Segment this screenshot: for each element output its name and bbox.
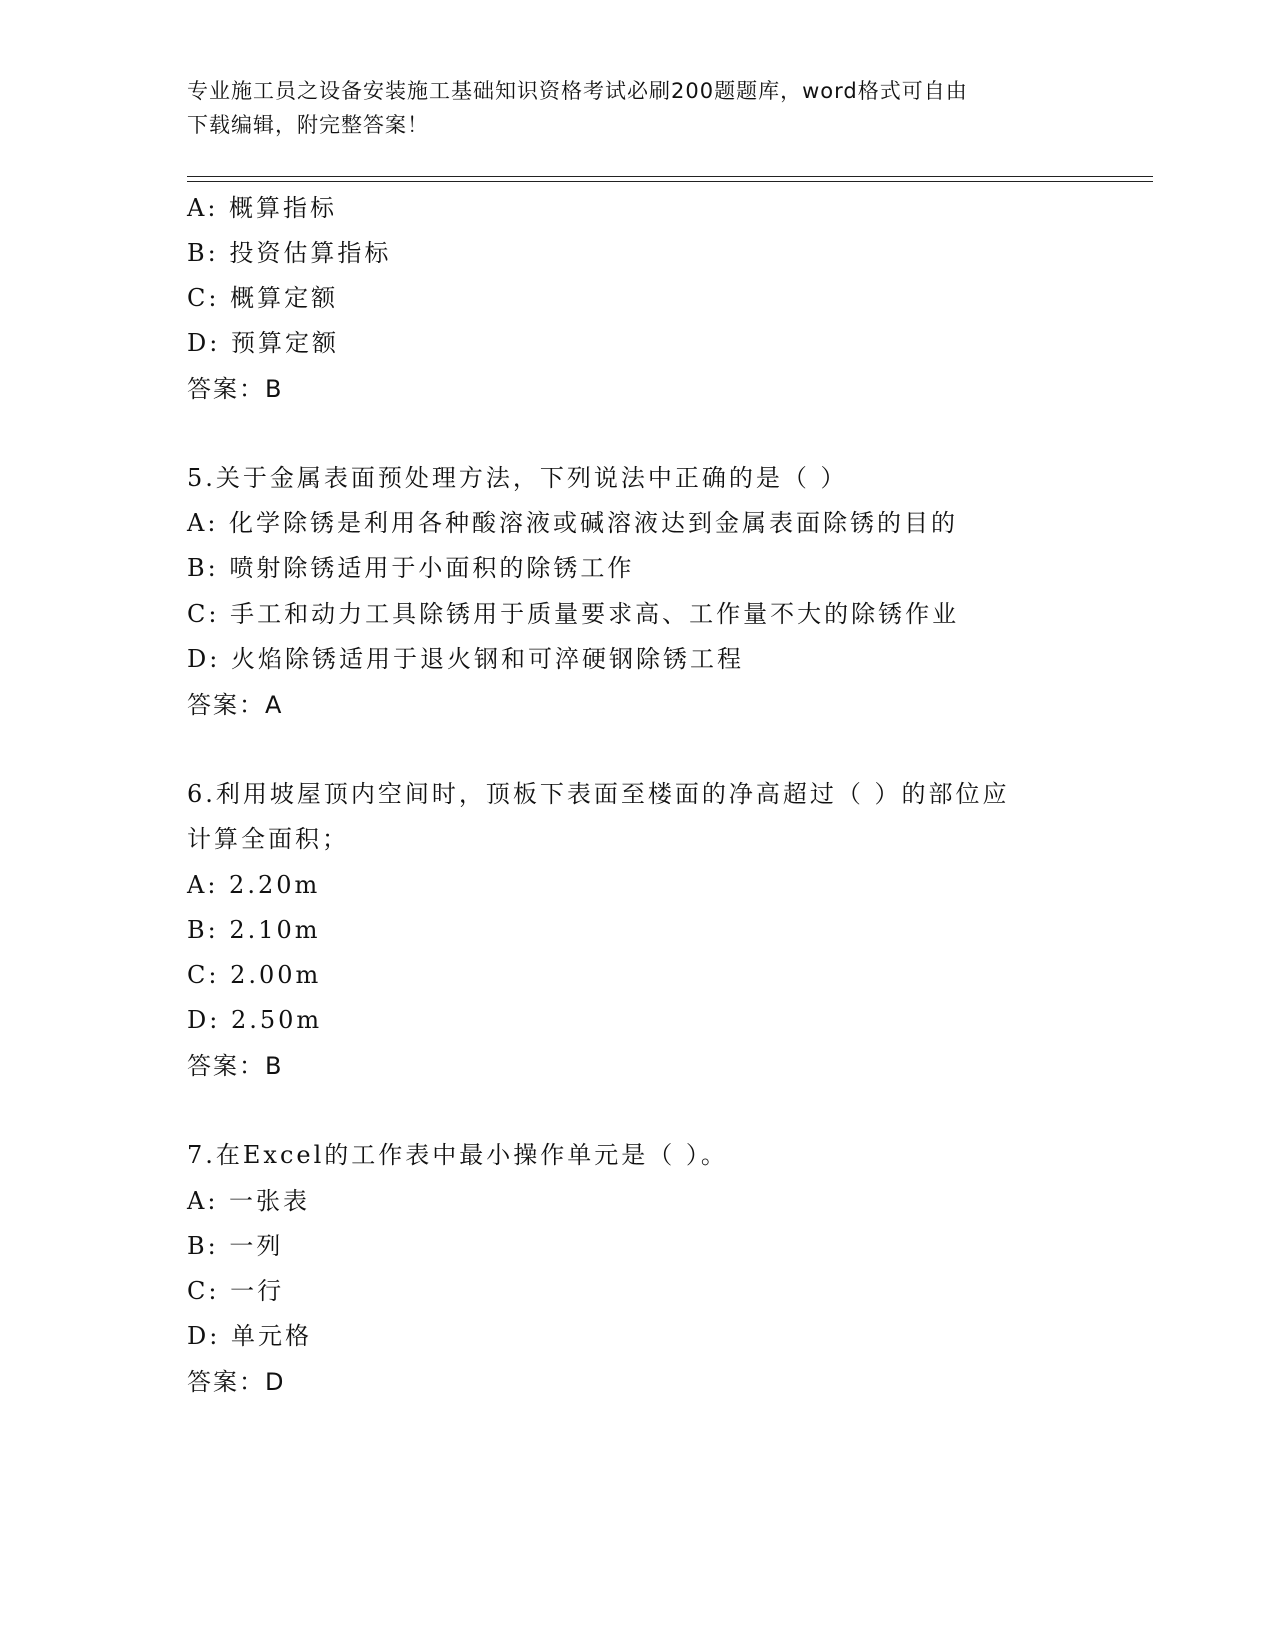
q7-stem: 7.在Excel的工作表中最小操作单元是（ ）。 [187,1141,728,1169]
q4-option-b: B: 投资估算指标 [187,239,392,267]
q5-option-a: A: 化学除锈是利用各种酸溶液或碱溶液达到金属表面除锈的目的 [187,509,959,537]
q7-answer: 答案：D [187,1368,286,1396]
q6-stem-line-2: 计算全面积； [187,825,349,853]
q5-option-d: D: 火焰除锈适用于退火钢和可淬硬钢除锈工程 [187,645,744,673]
q5-option-c: C: 手工和动力工具除锈用于质量要求高、工作量不大的除锈作业 [187,600,960,628]
header-line-1: 专业施工员之设备安装施工基础知识资格考试必刷200题题库，word格式可自由 [187,79,968,103]
q5-answer: 答案：A [187,691,284,719]
header-divider-bottom [187,181,1153,182]
header-line-2: 下载编辑，附完整答案！ [187,113,429,137]
q4-answer: 答案：B [187,375,284,403]
q6-option-d: D: 2.50m [187,1006,323,1034]
q5-option-b: B: 喷射除锈适用于小面积的除锈工作 [187,554,635,582]
document-header [187,74,1067,142]
q6-stem-line-1: 6.利用坡屋顶内空间时，顶板下表面至楼面的净高超过（ ）的部位应 [187,780,1010,808]
q6-option-c: C: 2.00m [187,961,322,989]
q7-option-a: A: 一张表 [187,1187,311,1215]
q6-answer: 答案：B [187,1052,284,1080]
q4-option-a: A: 概算指标 [187,194,338,222]
q4-option-c: C: 概算定额 [187,284,339,312]
q6-option-a: A: 2.20m [187,871,321,899]
q6-option-b: B: 2.10m [187,916,321,944]
q5-stem: 5.关于金属表面预处理方法，下列说法中正确的是（ ） [187,464,848,492]
q7-option-d: D: 单元格 [187,1322,312,1350]
q4-option-d: D: 预算定额 [187,329,339,357]
q7-option-b: B: 一列 [187,1232,284,1260]
header-divider-top [187,176,1153,177]
q7-option-c: C: 一行 [187,1277,285,1305]
